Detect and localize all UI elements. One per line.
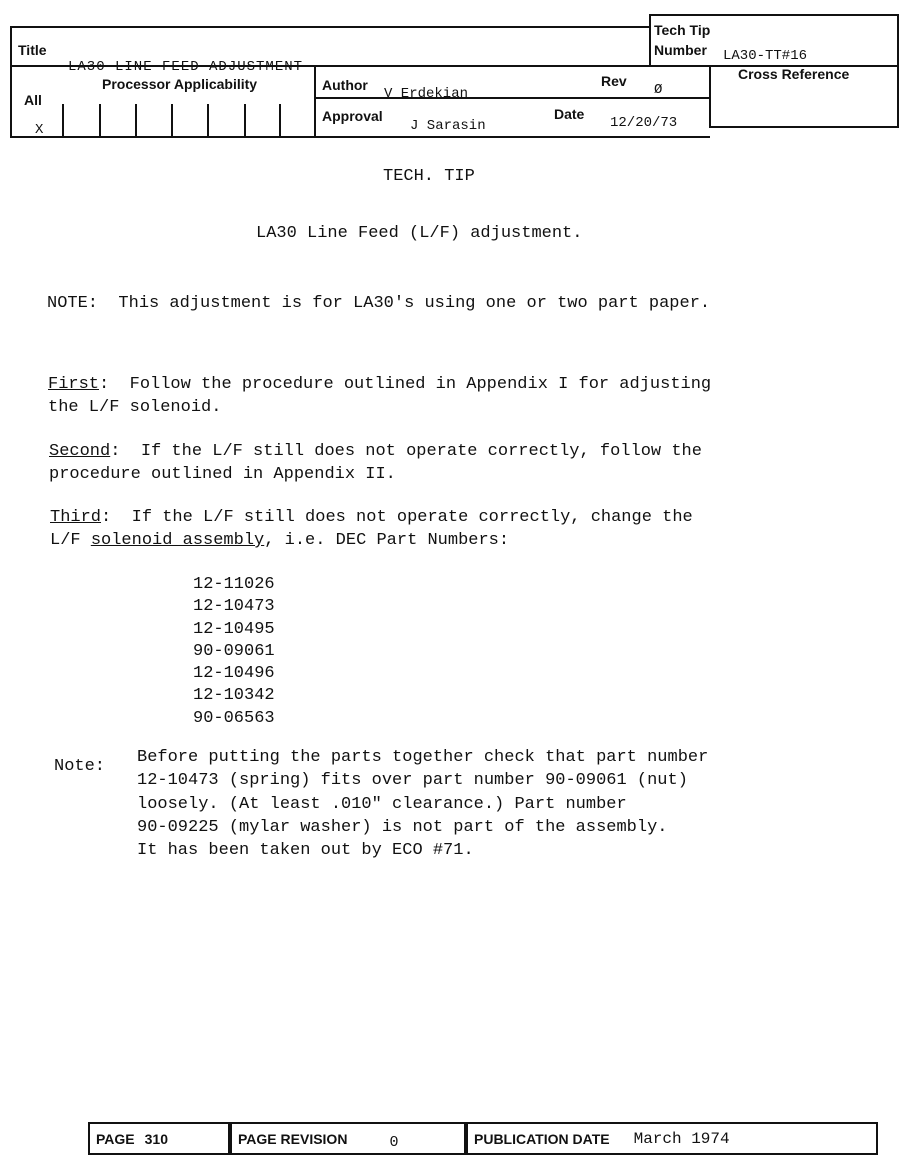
first-line1: Follow the procedure outlined in Appendix I for adjusting: [129, 375, 712, 394]
rule: [171, 104, 173, 137]
third-paragraph: Third: If the L/F still does not operate correctly, change the L/F solenoid assembly, i.e. DEC Part Numbers:: [50, 508, 693, 550]
third-line2-prefix: L/F: [50, 531, 91, 550]
rule: [649, 14, 651, 66]
cross-reference-label: Cross Reference: [738, 66, 850, 82]
approval-label: Approval: [322, 108, 383, 124]
second-line2: procedure outlined in Appendix II.: [49, 465, 396, 484]
rule: [10, 136, 710, 138]
note2-line: 90-09225 (mylar washer) is not part of the assembly.: [137, 817, 668, 837]
part-number: 90-09061: [193, 641, 275, 661]
publication-date-value: March 1974: [633, 1129, 730, 1148]
processor-applicability-label: Processor Applicability: [102, 76, 258, 92]
rule: [244, 104, 246, 137]
footer-box: [88, 1122, 878, 1155]
part-number: 12-11026: [193, 575, 275, 594]
approval-value: J Sarasin: [410, 118, 486, 134]
part-number: 12-10342: [193, 686, 275, 706]
document-subheading: LA30 Line Feed (L/F) adjustment.: [256, 224, 583, 243]
part-number: 12-10496: [193, 664, 275, 684]
tech-tip-number-label: Number: [654, 42, 707, 58]
note-paragraph: [47, 292, 710, 315]
author-label: Author: [322, 77, 368, 93]
footer-divider: [464, 1122, 468, 1155]
document-heading: TECH. TIP: [383, 167, 475, 186]
tech-tip-number: LA30-TT#16: [723, 48, 808, 64]
note-label: NOTE:: [47, 294, 99, 313]
note2-line: loosely. (At least .010" clearance.) Part number: [137, 794, 627, 814]
author-value: V Erdekian: [384, 86, 469, 102]
publication-date-label: PUBLICATION DATE: [474, 1130, 610, 1147]
footer-page: [96, 1124, 168, 1153]
footer-divider: [228, 1122, 232, 1155]
third-line1: If the L/F still does not operate correctly, change the: [131, 508, 693, 527]
rule: [709, 126, 899, 128]
page-revision-label: PAGE REVISION: [238, 1130, 348, 1147]
note2-line: Before putting the parts together check that part number: [137, 748, 709, 767]
page-label: PAGE: [96, 1130, 135, 1147]
rev-value: Ø: [654, 82, 663, 98]
all-mark: X: [35, 122, 44, 138]
third-line2-underlined: solenoid assembly: [90, 531, 265, 550]
footer-publication-date: [474, 1124, 730, 1153]
rule: [135, 104, 137, 137]
rule: [207, 104, 209, 137]
second-line1: If the L/F still does not operate correctly, follow the: [140, 442, 702, 461]
title-label: Title: [18, 42, 47, 58]
second-paragraph: Second: If the L/F still does not operate correctly, follow the procedure outlined in Appendix II.: [49, 442, 702, 484]
first-paragraph: First: Follow the procedure outlined in Appendix I for adjusting the L/F solenoid.: [48, 375, 712, 417]
note-text: This adjustment is for LA30's using one or two part paper.: [118, 294, 711, 313]
rule: [62, 104, 64, 137]
part-number: 12-10495: [193, 619, 275, 639]
second-label: Second: [49, 442, 111, 461]
footer-page-revision: [238, 1124, 398, 1153]
first-label: First: [48, 375, 100, 394]
title-value: LA30 LINE FEED ADJUSTMENT: [68, 59, 304, 75]
part-number: 12-10473: [193, 597, 275, 617]
rule: [649, 14, 899, 16]
rule: [314, 65, 316, 137]
page-revision-value: 0: [389, 1134, 399, 1151]
note2-line: It has been taken out by ECO #71.: [137, 841, 474, 861]
date-label: Date: [554, 106, 585, 122]
note2-text: [137, 746, 708, 862]
page-value: 310: [144, 1130, 168, 1147]
date-value: 12/20/73: [610, 115, 678, 131]
part-numbers-list: [193, 574, 275, 730]
rule: [99, 104, 101, 137]
first-line2: the L/F solenoid.: [48, 398, 222, 417]
rule: [897, 14, 899, 128]
part-number: 90-06563: [193, 708, 275, 728]
rule: [314, 97, 710, 99]
note2-label: Note:: [54, 757, 106, 776]
all-label: All: [24, 92, 42, 108]
rule: [279, 104, 281, 137]
rule: [10, 26, 12, 138]
tech-tip-label: Tech Tip: [654, 22, 711, 38]
third-label: Third: [50, 508, 102, 527]
rev-label: Rev: [601, 73, 627, 89]
third-line2-suffix: , i.e. DEC Part Numbers:: [264, 531, 510, 550]
rule: [10, 26, 650, 28]
note2-line: 12-10473 (spring) fits over part number 90-09061 (nut): [137, 771, 688, 791]
